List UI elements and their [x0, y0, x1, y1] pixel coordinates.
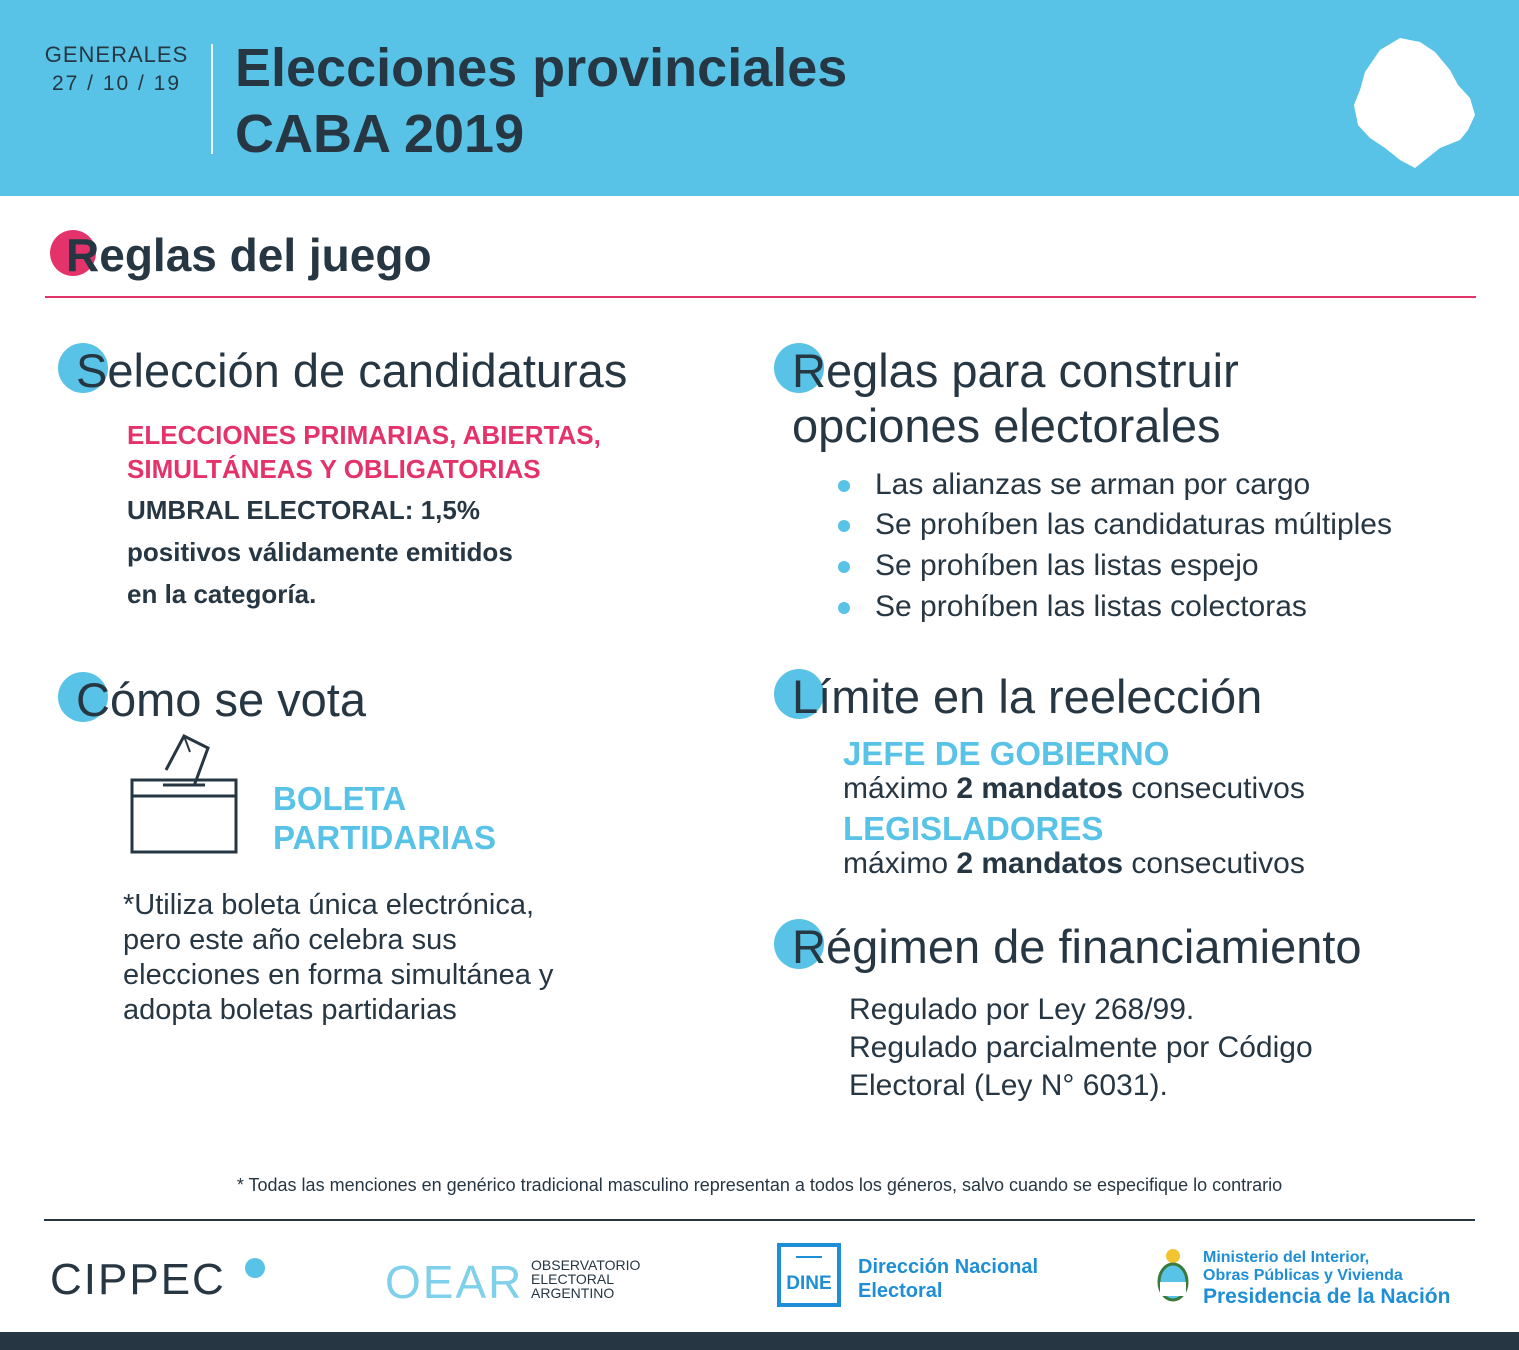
section-title-seleccion — [76, 343, 627, 398]
dine-name-line1: Dirección Nacional — [858, 1256, 1039, 1278]
paso-line2: SIMULTÁNEAS Y OBLIGATORIAS — [127, 454, 541, 484]
legis-mandatos — [843, 847, 1305, 881]
oear-subtitle-2: ELECTORAL — [531, 1271, 614, 1287]
vota-note-line4: adopta boletas partidarias — [123, 994, 457, 1026]
section-title-reeleccion — [792, 669, 1262, 724]
ministry-line2: Obras Públicas y Vivienda — [1203, 1267, 1403, 1284]
dine-logo-text: DINE — [786, 1273, 832, 1294]
rule-item: Se prohíben las listas espejo — [875, 549, 1259, 582]
max-pre: máximo — [843, 847, 949, 880]
oear-logo: OEAR — [385, 1256, 524, 1308]
financiamiento-title-rest: égimen de financiamiento — [825, 920, 1362, 973]
oear-subtitle-3: ARGENTINO — [531, 1285, 615, 1301]
caba-map-icon — [1340, 30, 1485, 175]
paso-line1: ELECCIONES PRIMARIAS, ABIERTAS, — [127, 420, 601, 450]
section-title-reglas-opciones-line1 — [792, 343, 1239, 398]
bullet-dot — [838, 561, 850, 573]
bullet-dot — [838, 520, 850, 532]
rules-divider — [45, 296, 1476, 298]
ministry-line1: Ministerio del Interior, — [1203, 1249, 1370, 1266]
cippec-logo: CIPPEC — [50, 1255, 226, 1304]
rule-item: Se prohíben las listas colectoras — [875, 590, 1307, 623]
boleta-line1: BOLETA — [273, 780, 407, 817]
page-title-line1: Elecciones provinciales — [235, 38, 848, 98]
section-title-reglas-del-juego — [66, 228, 432, 282]
header-divider — [211, 44, 213, 154]
como-vota-initial: C — [76, 673, 110, 726]
section-title-reglas-opciones-line2: opciones electorales — [792, 399, 1221, 452]
page-title-line2: CABA 2019 — [235, 104, 525, 164]
rule-item: Se prohíben las candidaturas múltiples — [875, 508, 1392, 541]
cippec-logo-mark — [245, 1258, 265, 1278]
reglas-opciones-initial: R — [792, 344, 826, 397]
section-title-como-vota — [76, 672, 366, 727]
umbral-line2: positivos válidamente emitidos — [127, 537, 513, 567]
boleta-line2: PARTIDARIAS — [273, 819, 497, 856]
oear-subtitle-1: OBSERVATORIO — [531, 1257, 641, 1273]
umbral-line3: en la categoría. — [127, 579, 317, 609]
rules-title-initial: R — [66, 229, 100, 281]
footnote: * Todas las menciones en genérico tradicional masculino representan a todos los géneros, salvo cuando se especifique lo contrario — [236, 1175, 1283, 1195]
ballot-box-icon — [128, 730, 240, 856]
dine-logo-mark — [796, 1256, 822, 1258]
max-bold: 2 mandatos — [956, 772, 1124, 805]
section-title-financiamiento — [792, 919, 1362, 974]
como-vota-title-rest: ómo se vota — [109, 673, 366, 726]
rules-title-rest: eglas del juego — [99, 229, 432, 281]
umbral-label: UMBRAL ELECTORAL: 1,5% — [127, 495, 480, 525]
footer-divider — [44, 1219, 1475, 1221]
financiamiento-line1: Regulado por Ley 268/99. — [849, 993, 1195, 1026]
coat-of-arms-icon — [1153, 1246, 1193, 1306]
reeleccion-title-rest: ímite en la reelección — [818, 670, 1263, 723]
rule-item: Las alianzas se arman por cargo — [875, 468, 1311, 501]
jefe-mandatos — [843, 772, 1305, 806]
vota-note-line1: *Utiliza boleta única electrónica, — [123, 889, 535, 921]
ministry-line3: Presidencia de la Nación — [1203, 1285, 1451, 1308]
financiamiento-line3: Electoral (Ley N° 6031). — [849, 1069, 1168, 1102]
financiamiento-line2: Regulado parcialmente por Código — [849, 1031, 1313, 1064]
max-pre: máximo — [843, 772, 949, 805]
financiamiento-initial: R — [792, 920, 826, 973]
vota-note-line2: pero este año celebra sus — [123, 924, 457, 956]
legisladores-label: LEGISLADORES — [843, 810, 1104, 847]
election-date: 27 / 10 / 19 — [51, 72, 182, 95]
bullet-dot — [838, 602, 850, 614]
seleccion-title-rest: elección de candidaturas — [107, 344, 628, 397]
dine-name-line2: Electoral — [858, 1280, 943, 1302]
bottom-bar — [0, 1332, 1519, 1350]
bullet-dot — [838, 480, 850, 492]
max-post: consecutivos — [1131, 847, 1305, 880]
reeleccion-initial: L — [792, 670, 819, 723]
election-type-label: GENERALES — [44, 42, 189, 67]
max-post: consecutivos — [1131, 772, 1305, 805]
jefe-gobierno-label: JEFE DE GOBIERNO — [843, 735, 1170, 772]
seleccion-initial: S — [76, 344, 108, 397]
max-bold: 2 mandatos — [956, 847, 1124, 880]
header-banner — [0, 0, 1519, 196]
reglas-opciones-title-rest: eglas para construir — [825, 344, 1239, 397]
vota-note-line3: elecciones en forma simultánea y — [123, 959, 554, 991]
